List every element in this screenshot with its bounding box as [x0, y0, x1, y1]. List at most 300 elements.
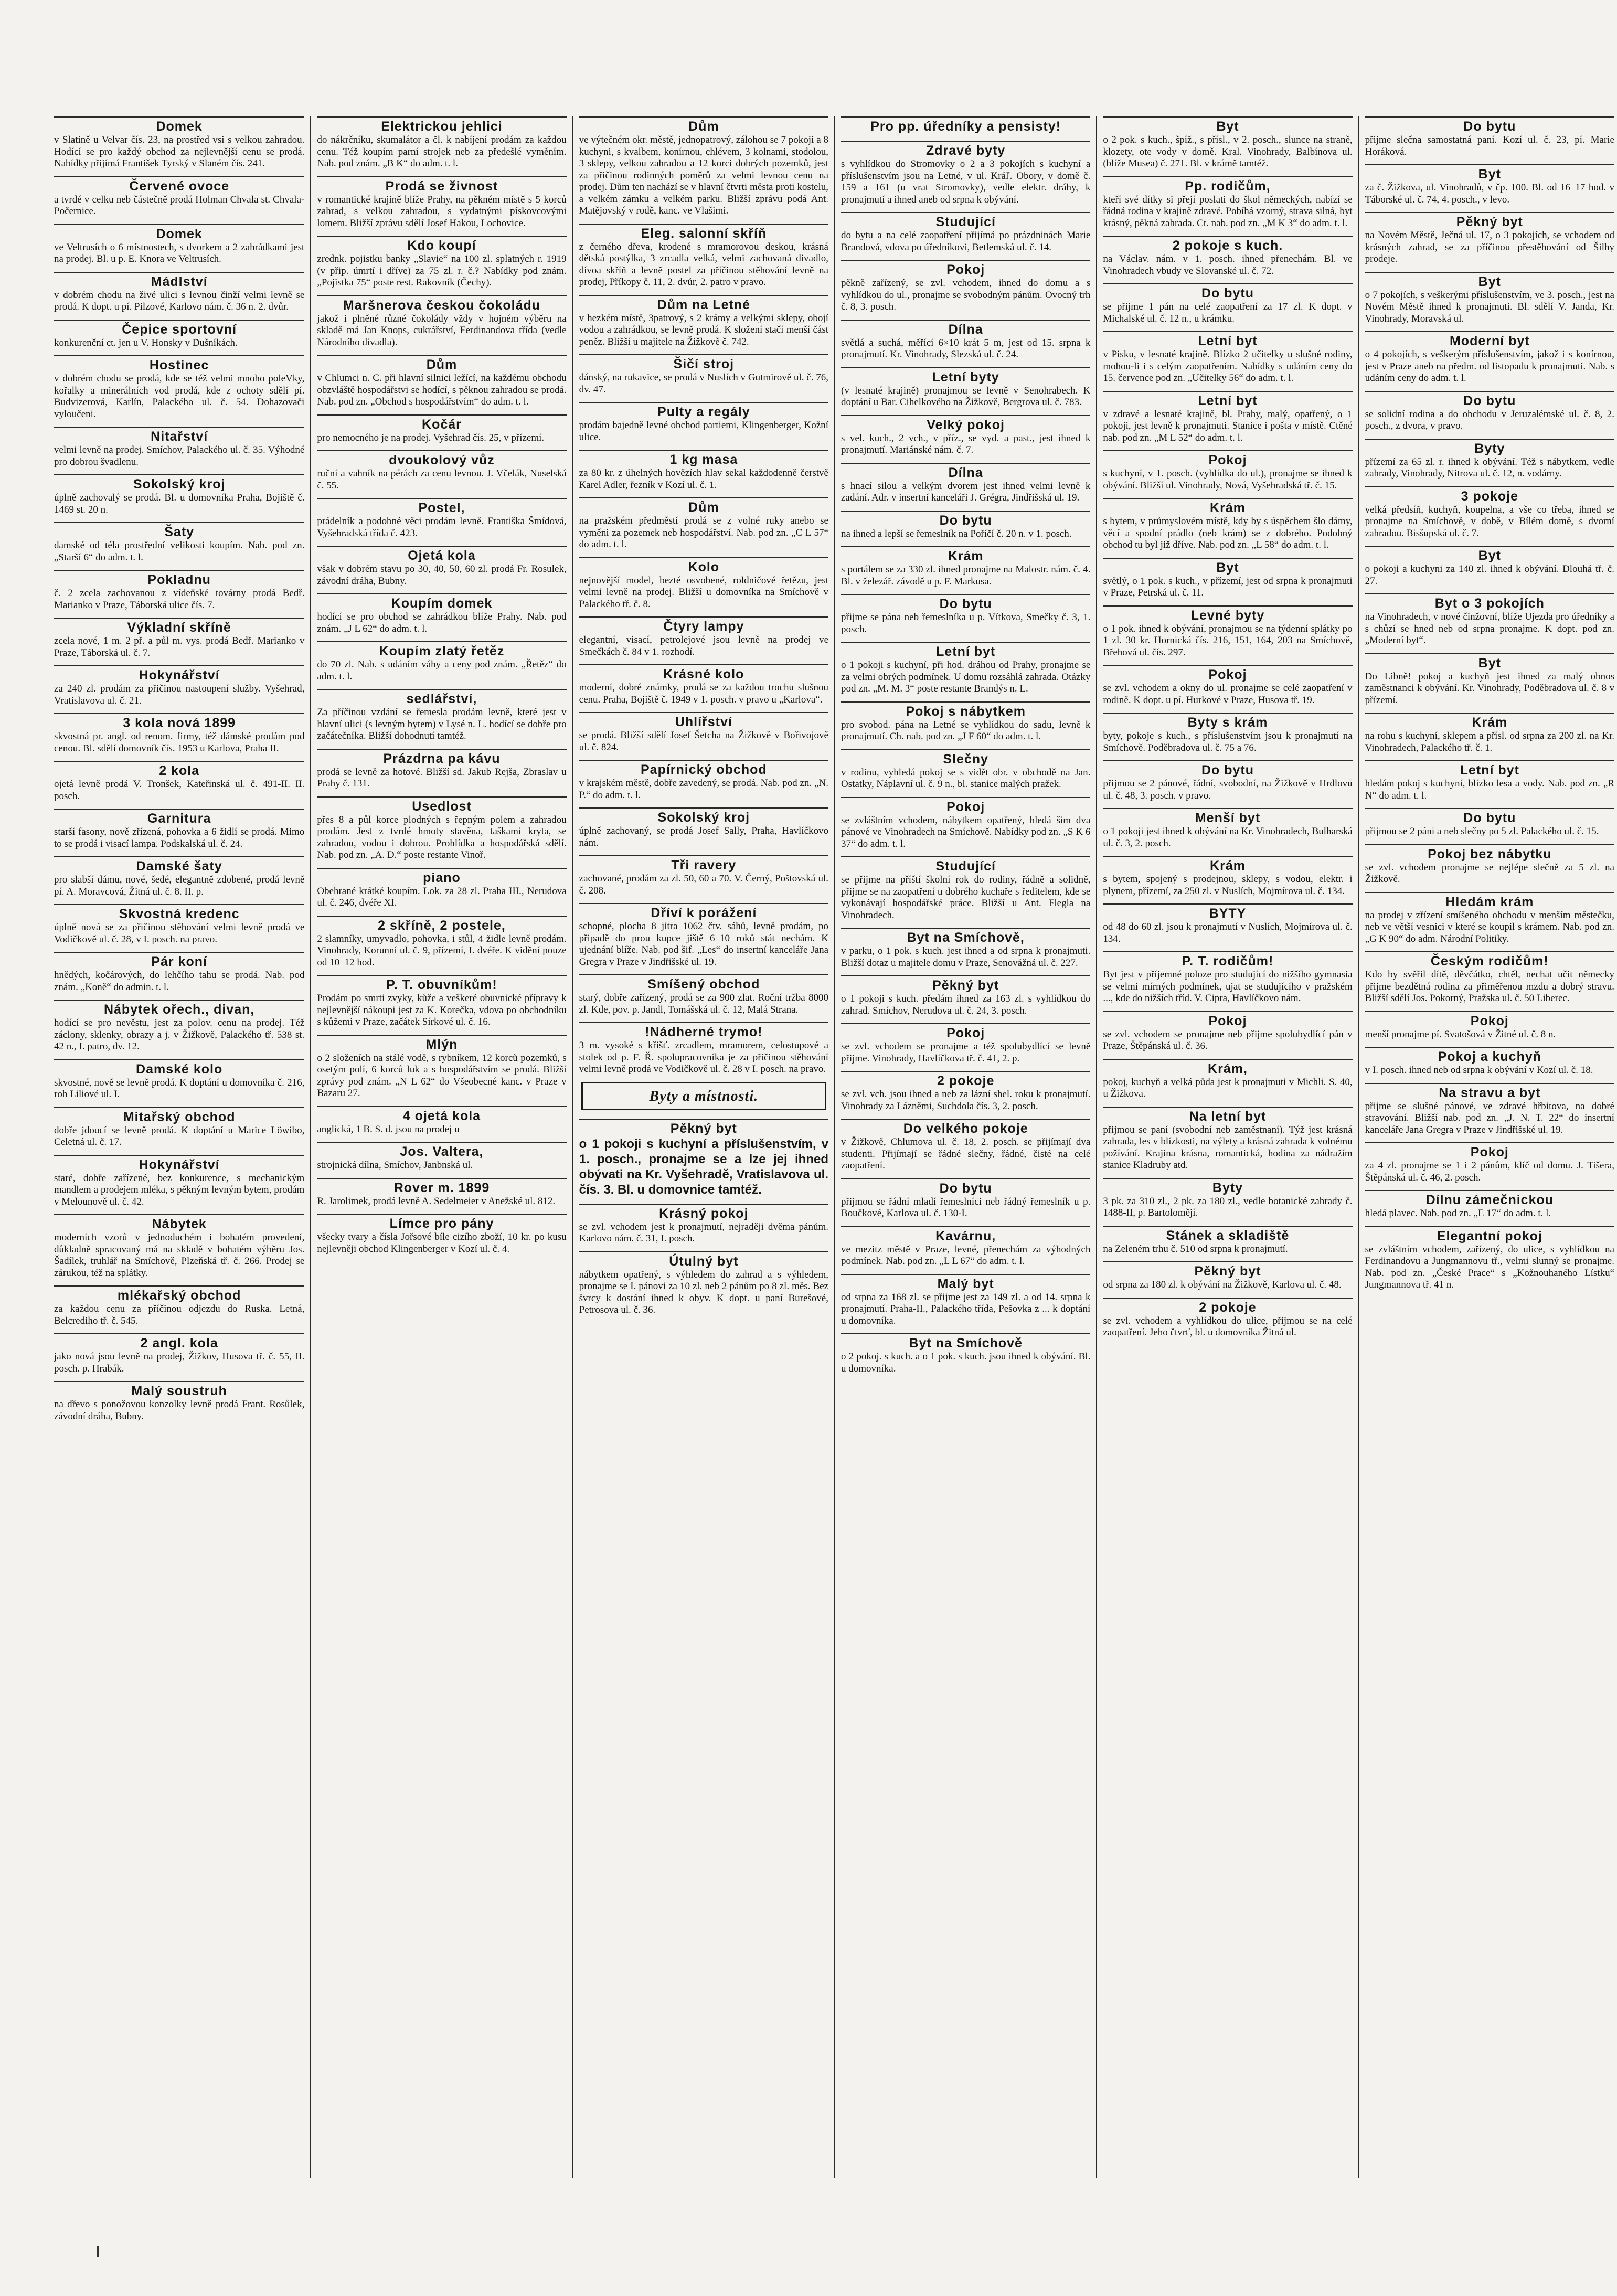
ad-title: Malý byt	[841, 1274, 1090, 1292]
classified-ad	[1365, 760, 1614, 802]
ad-title: Tři ravery	[579, 855, 828, 873]
classified-ad	[841, 511, 1090, 540]
ad-text: zrednk. pojistku banky „Slavie“ na 100 zl. splatných r. 1919 (v přip. úmrtí i dříve) za 75 zl. r. č.? Nabídky pod znám. „Pojistka 75“ poste rest. Rakovník (Čechy).	[317, 253, 567, 288]
ad-text: dánský, na rukavice, se prodá v Nuslích v Gutmirově ul. č. 76, dv. 47.	[579, 372, 828, 395]
ad-text: na Vinohradech, v nové činžovní, blíže Ujezda pro úředníky a s chůzí se hned neb od srpna pronajme. K dopt. pod zn. „Moderní byt“.	[1365, 611, 1614, 646]
ad-title: Zdravé byty	[841, 141, 1090, 158]
classified-ad	[317, 450, 566, 492]
classified-ad	[1103, 498, 1352, 551]
ad-title: mlékařský obchod	[54, 1285, 304, 1303]
classified-ad	[841, 1023, 1090, 1065]
ad-title: Damské šaty	[54, 856, 304, 874]
ad-title: Stánek a skladiště	[1103, 1226, 1352, 1243]
ad-text: do nákrčníku, skumalátor a čl. k nabíjení prodám za každou cenu. Též koupím parní strojek neb za předešlé vyměním. Nab. pod znám. „B K“ do adm. t. l.	[317, 134, 567, 169]
classified-ad	[317, 355, 566, 408]
ad-text: dobře jdoucí se levně prodá. K doptání u Marice Löwibo, Celetná ul. č. 17.	[54, 1124, 305, 1147]
ad-title: Rover m. 1899	[317, 1178, 566, 1196]
ad-text: se prodá. Bližší sdělí Josef Šetcha na Žižkově v Bořivojově ul. č. 824.	[579, 730, 828, 753]
classified-ad	[1103, 1107, 1352, 1172]
ad-text: ve výtečném okr. městě, jednopatrový, zálohou se 7 pokoji a 8 kuchyni, s kvalbem, konírnou, chlévem, 3 kolnami, stodolou, 3 sklepy, velkou zahradou a 12 korci dobrých pozemků, jest za přičinou rodinných poměrů za velmi levnou cenu na prodej. Dům ten nachází se v hlavní čtvrti města proti kostelu, a velkém zámku a velkém parku. Bližší zprávu podá Ant. Matějovský v rodě, kanc. ve Vlašimi.	[579, 134, 828, 216]
classified-ad	[317, 498, 566, 539]
ad-text: pěkně zařízený, se zvl. vchodem, ihned do domu a s vyhlídkou do ul., pronajme se svobodným pánům. Ovocný trh č. 8, 3. posch.	[841, 278, 1091, 312]
ad-title: Pokoj s nábytkem	[841, 701, 1090, 719]
classified-ad	[1365, 1226, 1614, 1291]
classified-ad	[317, 916, 566, 969]
classified-ad	[317, 749, 566, 790]
ad-title: Skvostná kredenc	[54, 904, 304, 922]
ad-title: Domek	[54, 224, 304, 242]
classified-ad	[579, 295, 828, 348]
ad-text: skvostné, nově se levně prodá. K doptání u domovníka č. 216, roh Liliové ul. I.	[54, 1077, 305, 1100]
classified-ad	[1103, 1059, 1352, 1100]
ad-title: Dům	[317, 355, 566, 373]
classified-ad	[317, 176, 566, 230]
classified-ad	[1103, 760, 1352, 802]
ad-title: Menší byt	[1103, 808, 1352, 826]
ad-title: Krásný pokoj	[579, 1204, 828, 1221]
ad-title: Pokoj	[1103, 450, 1352, 468]
ad-text: damské od téla prostřední velikosti koupím. Nab. pod zn. „Starší 6“ do adm. t. l.	[54, 540, 305, 563]
ad-text: o 1 pokoji s kuchyní, při hod. dráhou od Prahy, pronajme se za velmi obrých podmínek. U domu rozsáhlá zahrada. Otázky pod zn. „M. M. 3“ poste restante Brandýs n. L.	[841, 660, 1091, 694]
ad-text: prodá se levně za hotové. Bližší sd. Jakub Rejša, Zbraslav u Prahy č. 131.	[317, 766, 567, 789]
ad-text: světlý, o 1 pok. s kuch., v přízemí, jest od srpna k pronajmuti v Praze, Petrská ul. č. 11.	[1103, 575, 1353, 598]
ad-text: úplně zachovaný, se prodá Josef Sally, Praha, Havlíčkovo nám.	[579, 825, 828, 848]
ad-title: Do bytu	[1365, 391, 1614, 409]
ad-text: pro nemocného je na prodej. Vyšehrad čís. 25, v přízemí.	[317, 432, 545, 443]
ad-text: přijmou se 2 páni a neb slečny po 5 zl. Palackého ul. č. 15.	[1365, 826, 1599, 837]
ad-title: Eleg. salonní skříň	[579, 224, 828, 241]
ad-title: Byt na Smíchově	[841, 1333, 1090, 1351]
classified-ad	[54, 665, 304, 707]
ad-text: s bytem, spojený s prodejnou, sklepy, s vodou, elektr. i plynem, přízemí, za 250 zl. v Nuslích, Mojmírova ul. č. 134.	[1103, 874, 1353, 897]
ad-title: 2 skříně, 2 postele,	[317, 916, 566, 933]
ad-title: Byt na Smíchově,	[841, 928, 1090, 945]
ad-text: o 7 pokojích, s veškerými příslušenstvím, ve 3. posch., jest na Novém Městě ihned k pronajmuti. Bl. sdělí V. Janda, Kr. Vinohrady, Moravská ul.	[1365, 289, 1614, 324]
ad-title: Dům	[579, 497, 828, 515]
ad-text: do bytu a na celé zaopatření přijímá po prázdninách Marie Brandová, vdova po úředníkovi, Betlemská ul. č. 14.	[841, 230, 1091, 253]
ad-title: Nitařství	[54, 427, 304, 444]
classified-ad	[54, 1214, 304, 1279]
classified-ad	[841, 141, 1090, 206]
ad-title: Studující	[841, 212, 1090, 230]
classified-ad	[841, 320, 1090, 361]
ad-title: Mádlství	[54, 272, 304, 290]
ad-title: Pokoj	[841, 260, 1090, 278]
ad-text: o 2 pok. s kuch., špíž., s přísl., v 2. posch., slunce na straně, klozety, ote vody v domě. Kral. Vinohrady, Balbínova ul. (blíže Musea) č. 271. Bl. v krámě tamtéž.	[1103, 134, 1353, 169]
ad-title: Usedlost	[317, 796, 566, 814]
ad-title: Krám	[1103, 498, 1352, 516]
classified-ad	[317, 295, 566, 349]
classified-ad	[54, 427, 304, 468]
ad-text: Byt jest v příjemné poloze pro studující do nižšího gymnasia se velmi mírných podmínek, ujat se studujícího v pražském ..., kde do nižších tříd. V. Cipra, Havlíčkovo nám.	[1103, 969, 1353, 1004]
ad-text: elegantní, visací, petrolejové jsou levně na prodej ve Smečkách č. 84 v 1. rozhodí.	[579, 634, 828, 657]
ad-title: Elegantní pokoj	[1365, 1226, 1614, 1244]
ad-text: moderní, dobré známky, prodá se za každou trochu slušnou cenu. Praha, Bojiště č. 1949 v 1. posch. v pravo u „Karlova“.	[579, 682, 828, 705]
classified-ad	[54, 474, 304, 516]
ad-text: přes 8 a půl korce plodných s řepným polem a zahradou prodám. Jest z tvrdé hmoty stavěna, taškami kryta, se zahradou, vodou i dobrou. Prohlídka a hospodářská sdělí. Nab. pod zn. „A. D.“ poste restante Vinoř.	[317, 814, 567, 860]
ad-title: Studující	[841, 856, 1090, 874]
classified-ad	[54, 320, 304, 349]
ad-title: Hostinec	[54, 355, 304, 373]
classified-ad	[841, 701, 1090, 743]
classified-ad	[841, 928, 1090, 969]
ad-text: v hezkém místě, 3patrový, s 2 krámy a velkými sklepy, obojí vodou a zahrádkou, se levně prodá. K složení stačí menší část peněz. Bližší u majitele na Žižkově č. 742.	[579, 312, 828, 347]
ad-text: o 4 pokojích, s veškerým příslušenstvím, jakož i s konírnou, jest v Praze aneb na předm. od listopadu k pronajmuti. Nab. s udáním ceny do adm. t. l.	[1365, 349, 1614, 384]
classified-ad	[841, 116, 1090, 134]
ad-title: Pp. rodičům,	[1103, 176, 1352, 194]
ad-text: však v dobrém stavu po 30, 40, 50, 60 zl. prodá Fr. Rosulek, závodní dráha, Bubny.	[317, 564, 567, 587]
ad-title: BYTY	[1103, 903, 1352, 921]
ad-title: Dům	[579, 116, 828, 134]
classified-ad	[1365, 272, 1614, 325]
classified-ad	[579, 807, 828, 849]
ad-title: Pěkný byt	[579, 1119, 828, 1136]
ad-text: se zvl. vchodem se pronajme neb přijme spolubydlící pán v Praze, Štěpánská ul. č. 36.	[1103, 1028, 1353, 1051]
ad-title: 4 ojetá kola	[317, 1106, 566, 1124]
ad-title: Moderní byt	[1365, 331, 1614, 349]
classified-ad	[317, 414, 566, 444]
ad-title: Pokoj	[1103, 1011, 1352, 1029]
classified-ad	[1365, 892, 1614, 945]
ad-title: Prodá se živnost	[317, 176, 566, 194]
ad-text: na rohu s kuchyní, sklepem a přísl. od srpna za 200 zl. na Kr. Vinohradech, Palackého tř. č. 1.	[1365, 730, 1614, 753]
classified-ad	[317, 796, 566, 862]
classified-ad	[579, 616, 828, 658]
classified-ad	[54, 570, 304, 611]
ad-title: sedlářství,	[317, 689, 566, 707]
classified-ad	[317, 641, 566, 683]
ad-text: s kuchyní, v 1. posch. (vyhlídka do ul.), pronajme se ihned k obývání. Bližší ul. Vinohrady, Nová, Vyšehradská tř. č. 15.	[1103, 468, 1353, 491]
ad-title: Levné byty	[1103, 605, 1352, 623]
ad-title: Koupím zlatý řetěz	[317, 641, 566, 659]
classified-ad	[579, 1119, 828, 1197]
classified-ad	[1103, 1011, 1352, 1053]
ad-title: Sokolský kroj	[579, 807, 828, 825]
ad-title: Pokladnu	[54, 570, 304, 588]
ad-text: na pražském předměstí prodá se z volné ruky anebo se vyměni za pozemek neb hospodářství. Nab. pod zn. „C L 57“ do adm. t. l.	[579, 515, 828, 550]
ad-text: za každou cenu za příčinou odjezdu do Ruska. Letná, Belcrediho tř. č. 545.	[54, 1303, 305, 1326]
ad-text: se přijme na příští školní rok do rodiny, řádně a solidně, přijme se na zaopatření u dobrého kuchaře s ředitelem, kde se vykonávají hospodářské práce. Bližší u Ant. Flegla na Vinohradech.	[841, 874, 1091, 921]
ad-text: s bytem, v průmyslovém místě, kdy by s úspěchem šlo dámy, věcí a spodní prádlo (neb krám) se z dobrého. Podobný obchod tu byl již dříve. Nab. pod zn. „L 58“ do adm. t. l.	[1103, 516, 1353, 550]
ad-text: anglická, 1 B. S. d. jsou na prodej u	[317, 1123, 460, 1135]
ad-text: prádelník a podobné věci prodám levně. Františka Šmídová, Vyšehradská třída č. 423.	[317, 516, 567, 539]
classified-ad	[54, 1059, 304, 1101]
classified-ad	[317, 116, 566, 170]
ad-title: P. T. obuvníkům!	[317, 975, 566, 993]
ad-text: s hnací silou a velkým dvorem jest ihned velmi levně k zadání. Adr. v insertní kanceláři J. Grégra, Jindřišská ul. 19.	[841, 480, 1091, 503]
ad-title: Dříví k porážení	[579, 903, 828, 921]
classified-ad	[579, 224, 828, 289]
classified-ad	[841, 463, 1090, 504]
ad-title: Pokoj	[1103, 665, 1352, 683]
ad-text: hnědých, kočárových, do lehčího tahu se prodá. Nab. pod znám. „Koně“ do admin. t. l.	[54, 970, 305, 993]
ad-text: se zvl. vchodem pronajme se nejlépe slečně za 5 zl. na Žižkově.	[1365, 862, 1614, 885]
ad-text: o pokoji a kuchyni za 140 zl. ihned k obývání. Dlouhá tř. č. 27.	[1365, 564, 1614, 587]
ad-text: přijmou se paní (svobodní neb zaměstnaní). Týž jest krásná zahrada, les v blízkosti, na výlety a krásná zahrada k volnému požívání. Krajina krásna, romantická, hodina za nádražím stanice Kladruby atd.	[1103, 1124, 1353, 1171]
ad-title: dvoukolový vůz	[317, 450, 566, 468]
ad-text: nejnovější model, bezté osvobené, roldničové řetězu, jest velmi levně na prodej. Bližší u domovníka na Smíchově v Palackého tř. č. 8.	[579, 575, 828, 610]
ad-text: Prodám po smrti zvyky, kůže a veškeré obuvnické přípravy k nejlevnější nákoupi jest za K. Korečka, vdova po obchodníku s kůžemi v Praze, začátek Sírkové ul. č. 16.	[317, 993, 567, 1027]
ad-text: ruční a vahník na pérách za cenu levnou. J. Včelák, Nuselská č. 55.	[317, 468, 567, 491]
classified-ad	[54, 713, 304, 754]
ad-text: v parku, o 1 pok. s kuch. jest ihned a od srpna k pronajmuti. Bližší dotaz u majitele domu v Praze, Senovážná ul. č. 227.	[841, 945, 1091, 969]
ad-text: se zvláštním vchodem, nábytkem opatřený, hledá šim dva pánové ve Vinohradech na Smíchově. Nabídky pod zn. „S K 6 37“ do adm. t. l.	[841, 814, 1091, 849]
ad-title: Pěkný byt	[841, 975, 1090, 993]
ad-title: Do bytu	[841, 511, 1090, 528]
ad-title: Byt	[1103, 116, 1352, 134]
classified-ad	[1103, 665, 1352, 706]
ad-text: ojetá levně prodá V. Tronšek, Kateřinská ul. č. 491-II. II. posch.	[54, 779, 305, 802]
classified-ad	[1365, 116, 1614, 158]
classified-ad	[1103, 283, 1352, 325]
ad-text: do 70 zl. Nab. s udáním váhy a ceny pod znám. „Řetěz“ do adm. t. l.	[317, 659, 567, 682]
ad-text: od srpna za 168 zl. se přijme jest za 149 zl. a od 14. srpna k pronajmutí. Praha-II., Palackého třída, Pešovka z ... k doptání u domovníka.	[841, 1291, 1091, 1326]
classified-ad	[54, 272, 304, 313]
ad-title: Byt	[1365, 653, 1614, 671]
classified-ad	[317, 975, 566, 1028]
column-6	[1358, 116, 1617, 2178]
ad-title: Nábytek	[54, 1214, 304, 1232]
ad-text: strojnická dílna, Smíchov, Janbnská ul.	[317, 1160, 473, 1171]
ad-text: s vel. kuch., 2 vch., v příz., se vyd. a past., jest ihned k pronajmutí. Mariánské nám. č. 7.	[841, 432, 1091, 455]
ad-title: Prázdrna pa kávu	[317, 749, 566, 767]
ad-text: moderních vzorů v jednoduchém i bohatém provedení, důkladně spracovaný má na skladě v bohatém výběru Jos. Šadílek, truhlář na Smíchově, Plzeňská tř. č. 266. Prodej se zárukou, též na splátky.	[54, 1232, 305, 1279]
ad-title: Útulný byt	[579, 1251, 828, 1269]
classified-ad	[579, 450, 828, 491]
ad-text: zachované, prodám za zl. 50, 60 a 70. V. Černý, Poštovská ul. č. 208.	[579, 873, 828, 896]
classified-ad	[841, 212, 1090, 253]
ad-text: se přijme 1 pán na celé zaopatření za 17 zl. K dopt. v Michalské ul. č. 12 n., u krámku.	[1103, 301, 1353, 324]
ad-text: přijmou se řádní mladí řemeslníci neb řádný řemeslník u p. Boučkové, Karlova ul. č. 130-I.	[841, 1196, 1091, 1219]
ad-title: Čepice sportovní	[54, 320, 304, 337]
ad-text: a tvrdé v celku neb částečně prodá Holman Chvala st. Chvala-Počernice.	[54, 194, 305, 217]
ad-text: 3 pk. za 310 zl., 2 pk. za 180 zl., vedle botanické zahrady č. 1488-II, p. Bartolomějí.	[1103, 1195, 1353, 1218]
ad-text: o 1 pokoji s kuch. předám ihned za 163 zl. s vyhlídkou do zahrad. Smíchov, Nerudova ul. č. 24, 3. posch.	[841, 993, 1091, 1016]
ad-text: hodící se pro nevěstu, jest za polov. cenu na prodej. Též záclony, sklenky, obrazy a j. v Žižkově, Palackého tř. 538 st. 42 n., I. patro, dv. 12.	[54, 1017, 305, 1052]
ad-text: na Zeleném trhu č. 510 od srpna k pronajmutí.	[1103, 1243, 1288, 1255]
classified-ad	[1103, 1261, 1352, 1291]
ad-text: se zvl. vchodem se pronajme a též spolubydlící se levně přijme. Vinohrady, Havlíčkova tř. č. 41, 2. p.	[841, 1041, 1091, 1064]
ad-title: Uhlířství	[579, 712, 828, 730]
ad-text: o 1 pok. ihned k obývání, pronajmou se na týdenní splátky po 1 zl. 30 kr. Hornická čís. 216, 151, 164, 203 na Smíchově, Břehová ul. čís. 297.	[1103, 623, 1353, 658]
ad-title: Šaty	[54, 522, 304, 540]
ad-title: Do bytu	[1103, 283, 1352, 301]
classified-ad	[1365, 951, 1614, 1005]
classified-ad	[54, 176, 304, 218]
ad-title: Letní byty	[841, 367, 1090, 385]
classified-ad	[579, 712, 828, 753]
classified-ad	[317, 868, 566, 909]
section-header-box	[581, 1082, 826, 1110]
ad-title: Do bytu	[841, 594, 1090, 612]
classified-ad	[1103, 331, 1352, 385]
classified-ad	[54, 1381, 304, 1422]
classified-ad	[54, 116, 304, 170]
ad-text: R. Jarolimek, prodá levně A. Sedelmeier v Anežské ul. 812.	[317, 1195, 556, 1207]
ad-title: Postel,	[317, 498, 566, 516]
classified-ad	[841, 546, 1090, 588]
ad-text: v I. posch. ihned neb od srpna k obývání v Kozí ul. č. 18.	[1365, 1065, 1593, 1076]
classified-ad	[841, 1274, 1090, 1327]
ad-title: Krám,	[1103, 1059, 1352, 1077]
ad-text: na Novém Městě, Ječná ul. 17, o 3 pokojích, se vchodem od krásných zahrad, se za příčinou přestěhování od Šilhy prodeje.	[1365, 230, 1614, 264]
ad-title: Dílna	[841, 463, 1090, 481]
ad-text: Do Libně! pokoj a kuchyň jest ihned za malý obnos zaměstnanci k obývání. Kr. Vinohrady, Poděbradova ul. č. 8 v přízemí.	[1365, 671, 1614, 706]
classified-ad	[1103, 605, 1352, 659]
ad-text: velmi levně na prodej. Smíchov, Palackého ul. č. 35. Výhodné pro dobrou švadlenu.	[54, 444, 305, 467]
classified-ad	[1365, 164, 1614, 206]
ad-text: staré, dobře zařízené, bez konkurence, s mechanickým mandlem a prodejem mléka, s pěkným levným bytem, prodám v Melounově ul. č. 42.	[54, 1172, 305, 1207]
classified-ad	[54, 856, 304, 898]
ad-title: Maršnerova českou čokoládu	[317, 295, 566, 313]
ad-text: v Slatině u Velvar čís. 23, na prostřed vsi s velkou zahradou. Hodící se pro každý obchod za nejlevnější cenu se prodá. Nabídky přijímá František Tyrský v Slaném čís. 241.	[54, 134, 305, 169]
ad-title: Byt	[1365, 164, 1614, 182]
classified-ad	[317, 1214, 566, 1255]
ad-title: Pokoj	[1365, 1011, 1614, 1029]
ad-text: zcela nové, 1 m. 2 př. a půl m. vys. prodá Bedř. Marianko v Praze, Táborská ul. č. 7.	[54, 635, 305, 658]
classified-ad	[1365, 546, 1614, 587]
ad-text: v rodinu, vyhledá pokoj se s vidět obr. v obchodě na Jan. Ostatky, Náplavní ul. č. 9 n., bl. stanice malých pražek.	[841, 767, 1091, 790]
classified-ad	[1365, 1142, 1614, 1184]
classified-ad	[1365, 212, 1614, 265]
ad-text: jako nová jsou levně na prodej, Žižkov, Husova tř. č. 55, II. posch. p. Hrabák.	[54, 1351, 305, 1374]
ad-title: Hledám krám	[1365, 892, 1614, 910]
classified-ad	[841, 367, 1090, 409]
ad-title: Dílna	[841, 320, 1090, 337]
ad-title: Byt	[1103, 558, 1352, 576]
ad-title: 2 pokoje s kuch.	[1103, 236, 1352, 253]
ad-title: Na letní byt	[1103, 1107, 1352, 1124]
classified-ad	[1103, 856, 1352, 897]
column-5	[1096, 116, 1358, 2178]
classified-ad	[54, 1333, 304, 1375]
classified-ad	[54, 809, 304, 850]
classified-ad	[1365, 331, 1614, 385]
ad-title: 3 kola nová 1899	[54, 713, 304, 731]
ad-text: skvostná pr. angl. od renom. firmy, též dámské prodám pod cenou. Bl. sdělí domovník čís. 1953 u Karlova, Praha II.	[54, 731, 305, 754]
ad-text: z černého dřeva, krodené s mramorovou deskou, krásná dětská postýlka, 3 zrcadla velká, velmi zachovaná divadlo, dívoa skříň a levně postel za příčinou stěhování levně na prodej, Příkopy č. 11, 2. dvůr, 2. patro v pravo.	[579, 241, 828, 288]
ad-title: Byty	[1365, 439, 1614, 456]
ad-text: kteří své dítky si přejí poslati do škol německých, nabízí se řádná rodina v krajině zdravé. Pobíhá vzorný, strava silná, byt krásný, pěkná zahrada. Ct. nab. pod zn. „M K 3“ do adm. t. l.	[1103, 194, 1353, 229]
ad-title: Do bytu	[1103, 760, 1352, 778]
ad-title: Damské kolo	[54, 1059, 304, 1077]
classified-ad	[1103, 176, 1352, 230]
ad-title: Papírnický obchod	[579, 760, 828, 778]
ad-title: Pěkný byt	[1365, 212, 1614, 230]
ad-text: pro svobod. pána na Letné se vyhlídkou do sadu, levně k pronajmutí. Ch. nab. pod zn. „J F 60“ do adm. t. l.	[841, 719, 1091, 742]
classified-ad	[841, 415, 1090, 456]
ad-title: Letní byt	[1103, 391, 1352, 409]
ad-title: Do bytu	[841, 1178, 1090, 1196]
ad-title: Mitařský obchod	[54, 1107, 304, 1125]
ad-title: Českým rodičům!	[1365, 951, 1614, 969]
classified-ad	[579, 1204, 828, 1245]
classified-ad	[1103, 951, 1352, 1005]
ad-title: Do velkého pokoje	[841, 1119, 1090, 1136]
ad-title: Byt	[1365, 272, 1614, 290]
ad-title: piano	[317, 868, 566, 886]
ad-title: Výkladní skříně	[54, 618, 304, 635]
ad-title: !Nádherné trymo!	[579, 1022, 828, 1040]
ad-title: Límce pro pány	[317, 1214, 566, 1231]
ad-title: Hokynářství	[54, 1155, 304, 1173]
classified-ad	[841, 1178, 1090, 1220]
classified-ad	[1103, 1298, 1352, 1339]
ad-title: 1 kg masa	[579, 450, 828, 467]
classified-ad	[317, 1035, 566, 1100]
ad-text: na dřevo s ponožovou konzolky levně prodá Frant. Rosůlek, závodní dráha, Bubny.	[54, 1399, 305, 1422]
ad-text: ve Veltrusích o 6 místnostech, s dvorkem a 2 zahrádkami jest na prodej. Bl. u p. E. Knora ve Veltrusích.	[54, 241, 305, 264]
classified-ad	[579, 497, 828, 551]
classified-ad	[841, 260, 1090, 313]
ad-text: nábytkem opatřený, s výhledem do zahrad a s výhledem, pronajme se I. pánovi za 10 zl. neb 2 pánům po 8 zl. měs. Bez švrcy k dostání ihned k obyv. K dopt. u paní Burešové, Petrosova ul. č. 36.	[579, 1269, 828, 1315]
ad-title: Letní byt	[1365, 760, 1614, 778]
ad-text: s portálem se za 330 zl. ihned pronajme na Malostr. nám. č. 4. Bl. v železář. závodě u p. F. Markusa.	[841, 564, 1091, 587]
classified-ad	[579, 402, 828, 443]
ad-text: o 1 pokoji jest ihned k obývání na Kr. Vinohradech, Bulharská ul. č. 3, 2. posch.	[1103, 826, 1353, 849]
ad-title: 2 kola	[54, 761, 304, 779]
ad-title: 2 angl. kola	[54, 1333, 304, 1351]
classified-ad	[1103, 558, 1352, 599]
ad-title: Kavárnu,	[841, 1226, 1090, 1244]
classified-ad	[54, 355, 304, 420]
classified-ad	[317, 236, 566, 289]
classified-ad	[579, 116, 828, 217]
ad-title: Krám	[1103, 856, 1352, 874]
classified-ad	[1365, 653, 1614, 707]
ad-text: Za příčinou vzdání se řemesla prodám levně, které jest v hlavní ulici (s levným bytem) v Lysé n. L. hodící se dobře pro začátečníka. Bližší dohodnutí tamtéž.	[317, 707, 567, 741]
ad-title: Krám	[841, 546, 1090, 564]
ad-text: světlá a suchá, měřící 6×10 krát 5 m, jest od 15. srpna k pronajmutí. Kr. Vinohrady, Slezská ul. č. 24.	[841, 337, 1091, 360]
classified-ad	[317, 1106, 566, 1136]
classified-ad	[841, 642, 1090, 695]
classified-ad	[1103, 116, 1352, 170]
ad-title: Na stravu a byt	[1365, 1083, 1614, 1101]
column-2	[310, 116, 572, 2178]
classified-ad	[54, 1155, 304, 1208]
classified-ad	[1365, 844, 1614, 886]
classified-ad	[54, 952, 304, 993]
ad-title: Letní byt	[841, 642, 1090, 660]
classified-ad	[1365, 391, 1614, 432]
ad-text: za 240 zl. prodám za přičinou nastoupení služby. Vyšehrad, Vratislavova ul. č. 21.	[54, 683, 305, 706]
classified-ad	[579, 855, 828, 897]
ad-text: č. 2 zcela zachovanou z vídeňské továrny prodá Bedř. Marianko v Praze, Táborská ulice čís. 7.	[54, 588, 305, 611]
classified-ad	[841, 1226, 1090, 1268]
classified-ad	[841, 856, 1090, 921]
ad-text: (v lesnaté krajině) pronajmou se levně v Senohrabech. K doptání u Bar. Cihelkového na Žižkově, Bergrova ul. č. 783.	[841, 385, 1091, 408]
ad-text: v dobrém chodu se prodá, kde se též velmi mnoho poleVky, kořalky a minerálních vod prodá, kde z ochoty sdělí pí. Budvizerová, Karlín, Palackého ul. č. 54. Dohazovači vyloučeni.	[54, 373, 305, 420]
ad-title: Domek	[54, 116, 304, 134]
ad-text: o 1 pokoji s kuchyní a příslušenstvím, v 1. posch., pronajme se a lze jej ihned obývati na Kr. Vyšehradě, Vratislavova ul. čís. 3. Bl. u domovnice tamtéž.	[579, 1136, 828, 1197]
ad-text: pokoj, kuchyň a velká půda jest k pronajmuti v Michli. S. 40, u Žižkova.	[1103, 1076, 1353, 1099]
ad-text: v zdravé a lesnaté krajině, bl. Prahy, malý, opatřený, o 1 pokoji, jest levně k pronajmuti. Stanice i pošta v místě. Ctěné nab. pod zn. „M L 52“ do adm. t. l.	[1103, 408, 1353, 443]
ad-title: Do bytu	[1365, 808, 1614, 826]
classified-ad	[579, 974, 828, 1016]
ad-title: Krásné kolo	[579, 664, 828, 682]
ad-text: se solidní rodina a do obchodu v Jeruzalémské ul. č. 8, 2. posch., z dvora, v pravo.	[1365, 408, 1614, 431]
classified-ad	[317, 593, 566, 635]
ad-text: o 2 složeních na stálé vodě, s rybníkem, 12 korců pozemků, s osetým polí, 6 korců luk a s hospodářstvím se prodá. Bližší zprávy pod znám. „N L 62“ do Všeobecné kanc. v Praze v Bazaru 27.	[317, 1052, 567, 1099]
ad-text: se zvl. vch. jsou ihned a neb za lázní shel. roku k pronajmutí. Vinohrady za Lázněmi, Suchdola čís. 3, 2. posch.	[841, 1089, 1091, 1112]
ad-title: Hokynářství	[54, 665, 304, 683]
ad-text: hledá plavec. Nab. pod zn. „E 17“ do adm. t. l.	[1365, 1208, 1551, 1219]
ad-text: velká předsíň, kuchyň, koupelna, a vše co třeba, ihned se pronajme na Smíchově, v době, v Bílém domě, s dvorní zahradou. Bisšupská ul. č. 7.	[1365, 504, 1614, 539]
ad-title: P. T. rodičům!	[1103, 951, 1352, 969]
classified-ad	[579, 557, 828, 611]
ad-title: 2 pokoje	[841, 1071, 1090, 1089]
ad-title: Ojetá kola	[317, 546, 566, 564]
